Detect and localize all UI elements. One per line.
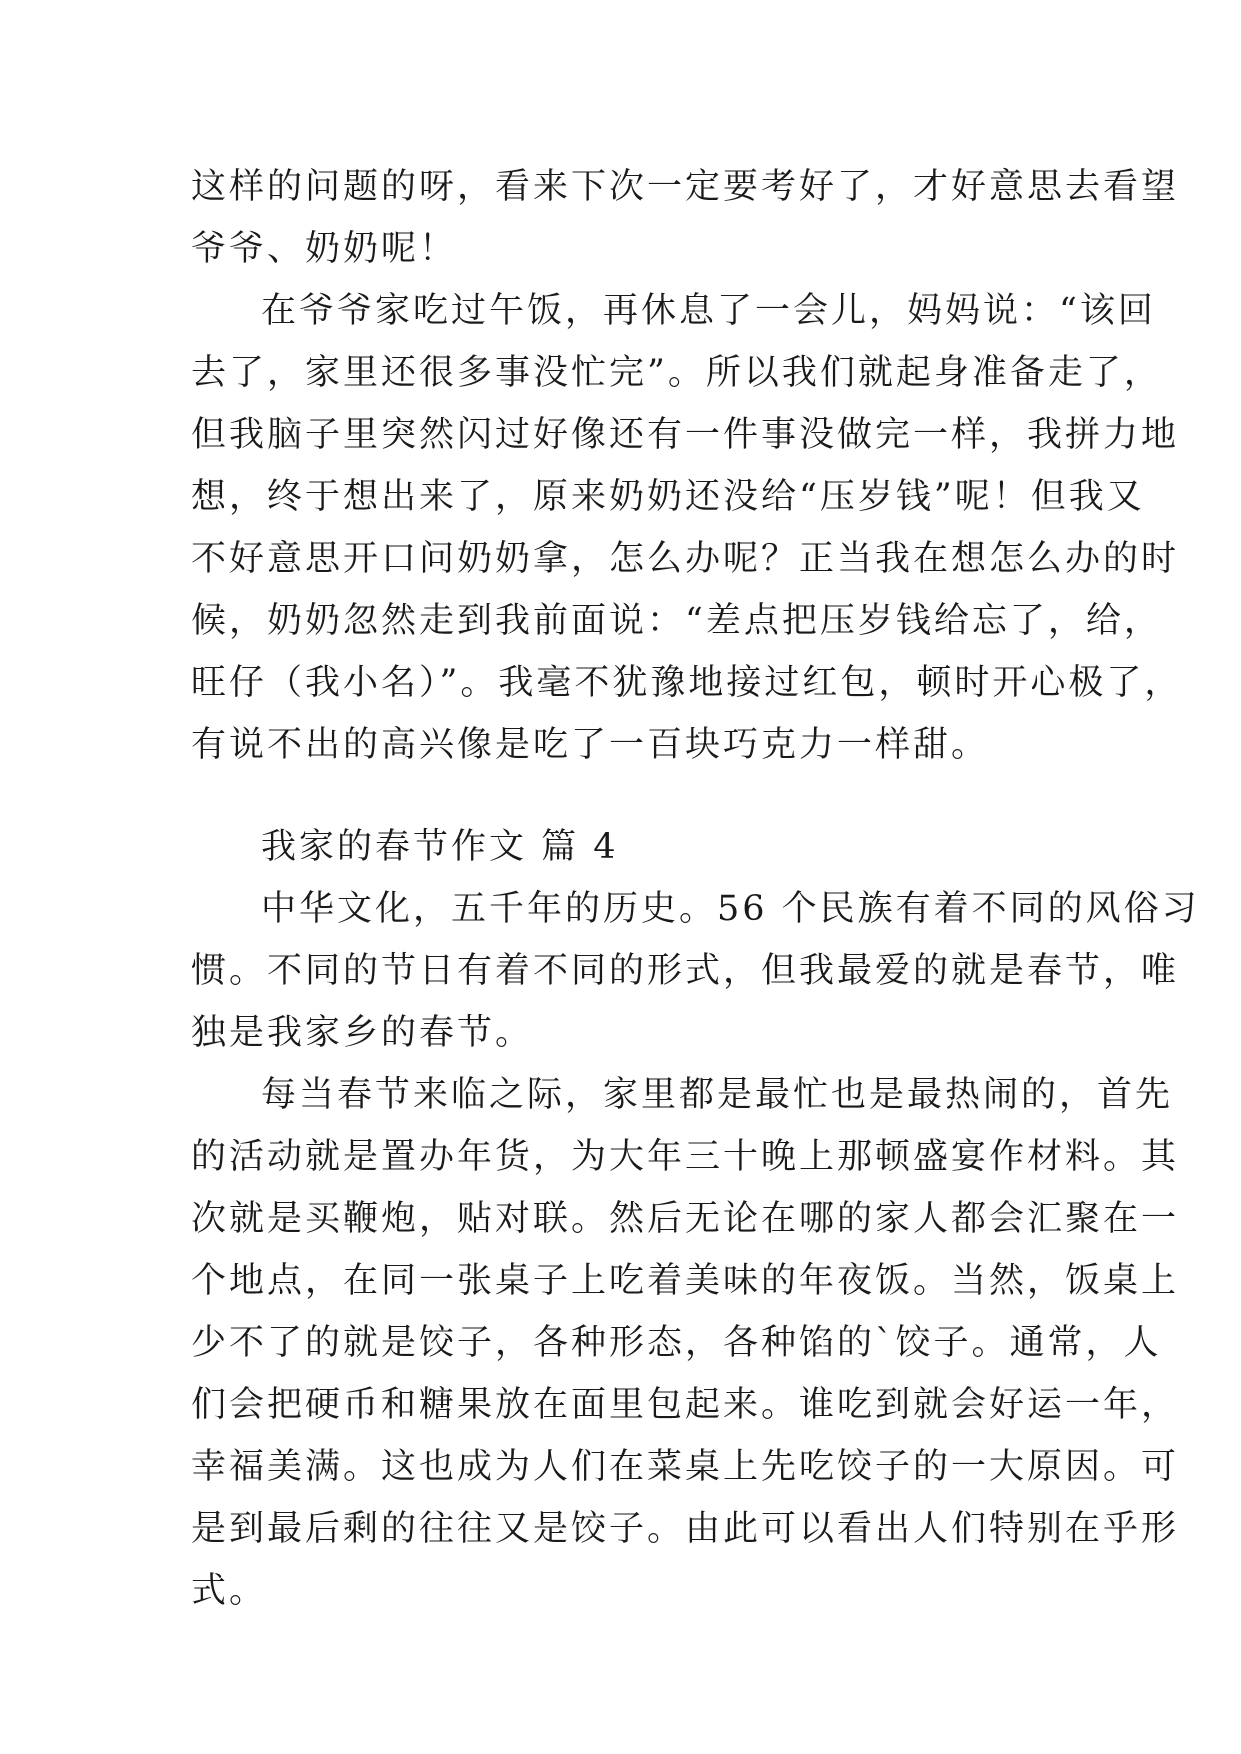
text-line: 们会把硬币和糖果放在面里包起来。谁吃到就会好运一年， <box>191 1385 1180 1425</box>
text-line: 在爷爷家吃过午饭，再休息了一会儿，妈妈说：“该回 <box>261 291 1156 331</box>
text-line: 次就是买鞭炮，贴对联。然后无论在哪的家人都会汇聚在一 <box>191 1199 1180 1239</box>
text-line: 中华文化，五千年的历史。56 个民族有着不同的风俗习 <box>261 889 1200 929</box>
paragraph-continuation <box>191 156 1180 280</box>
text-line: 独是我家乡的春节。 <box>191 1013 534 1053</box>
text-line: 不好意思开口问奶奶拿，怎么办呢？正当我在想怎么办的时 <box>191 539 1180 579</box>
text-line: 少不了的就是饺子，各种形态，各种馅的`饺子。通常，人 <box>191 1323 1162 1363</box>
text-line: 每当春节来临之际，家里都是最忙也是最热闹的，首先 <box>261 1075 1174 1115</box>
text-line: 式。 <box>191 1571 268 1611</box>
text-line: 个地点，在同一张桌子上吃着美味的年夜饭。当然，饭桌上 <box>191 1261 1180 1301</box>
text-line: 幸福美满。这也成为人们在菜桌上先吃饺子的一大原因。可 <box>191 1447 1180 1487</box>
paragraph <box>191 878 1200 1064</box>
text-line: 想，终于想出来了，原来奶奶还没给“压岁钱”呢！但我又 <box>191 477 1145 517</box>
text-line: 这样的问题的呀，看来下次一定要考好了，才好意思去看望 <box>191 167 1180 207</box>
paragraph <box>191 280 1183 776</box>
text-line: 但我脑子里突然闪过好像还有一件事没做完一样，我拼力地 <box>191 415 1180 455</box>
text-line: 有说不出的高兴像是吃了一百块巧克力一样甜。 <box>191 725 990 765</box>
paragraph <box>191 1064 1180 1622</box>
paragraph-spacer <box>191 776 1071 816</box>
text-line: 的活动就是置办年货，为大年三十晚上那顿盛宴作材料。其 <box>191 1137 1180 1177</box>
section-heading: 我家的春节作文 篇 4 <box>261 827 619 867</box>
text-line: 旺仔（我小名）”。我毫不犹豫地接过红包，顿时开心极了， <box>191 663 1183 703</box>
text-line: 是到最后剩的往往又是饺子。由此可以看出人们特别在乎形 <box>191 1509 1180 1549</box>
text-line: 候，奶奶忽然走到我前面说：“差点把压岁钱给忘了，给， <box>191 601 1162 641</box>
document-body <box>191 156 1200 1622</box>
text-line: 去了，家里还很多事没忙完”。所以我们就起身准备走了， <box>191 353 1162 393</box>
text-line: 惯。不同的节日有着不同的形式，但我最爱的就是春节，唯 <box>191 951 1180 991</box>
text-line: 爷爷、奶奶呢！ <box>191 229 458 269</box>
